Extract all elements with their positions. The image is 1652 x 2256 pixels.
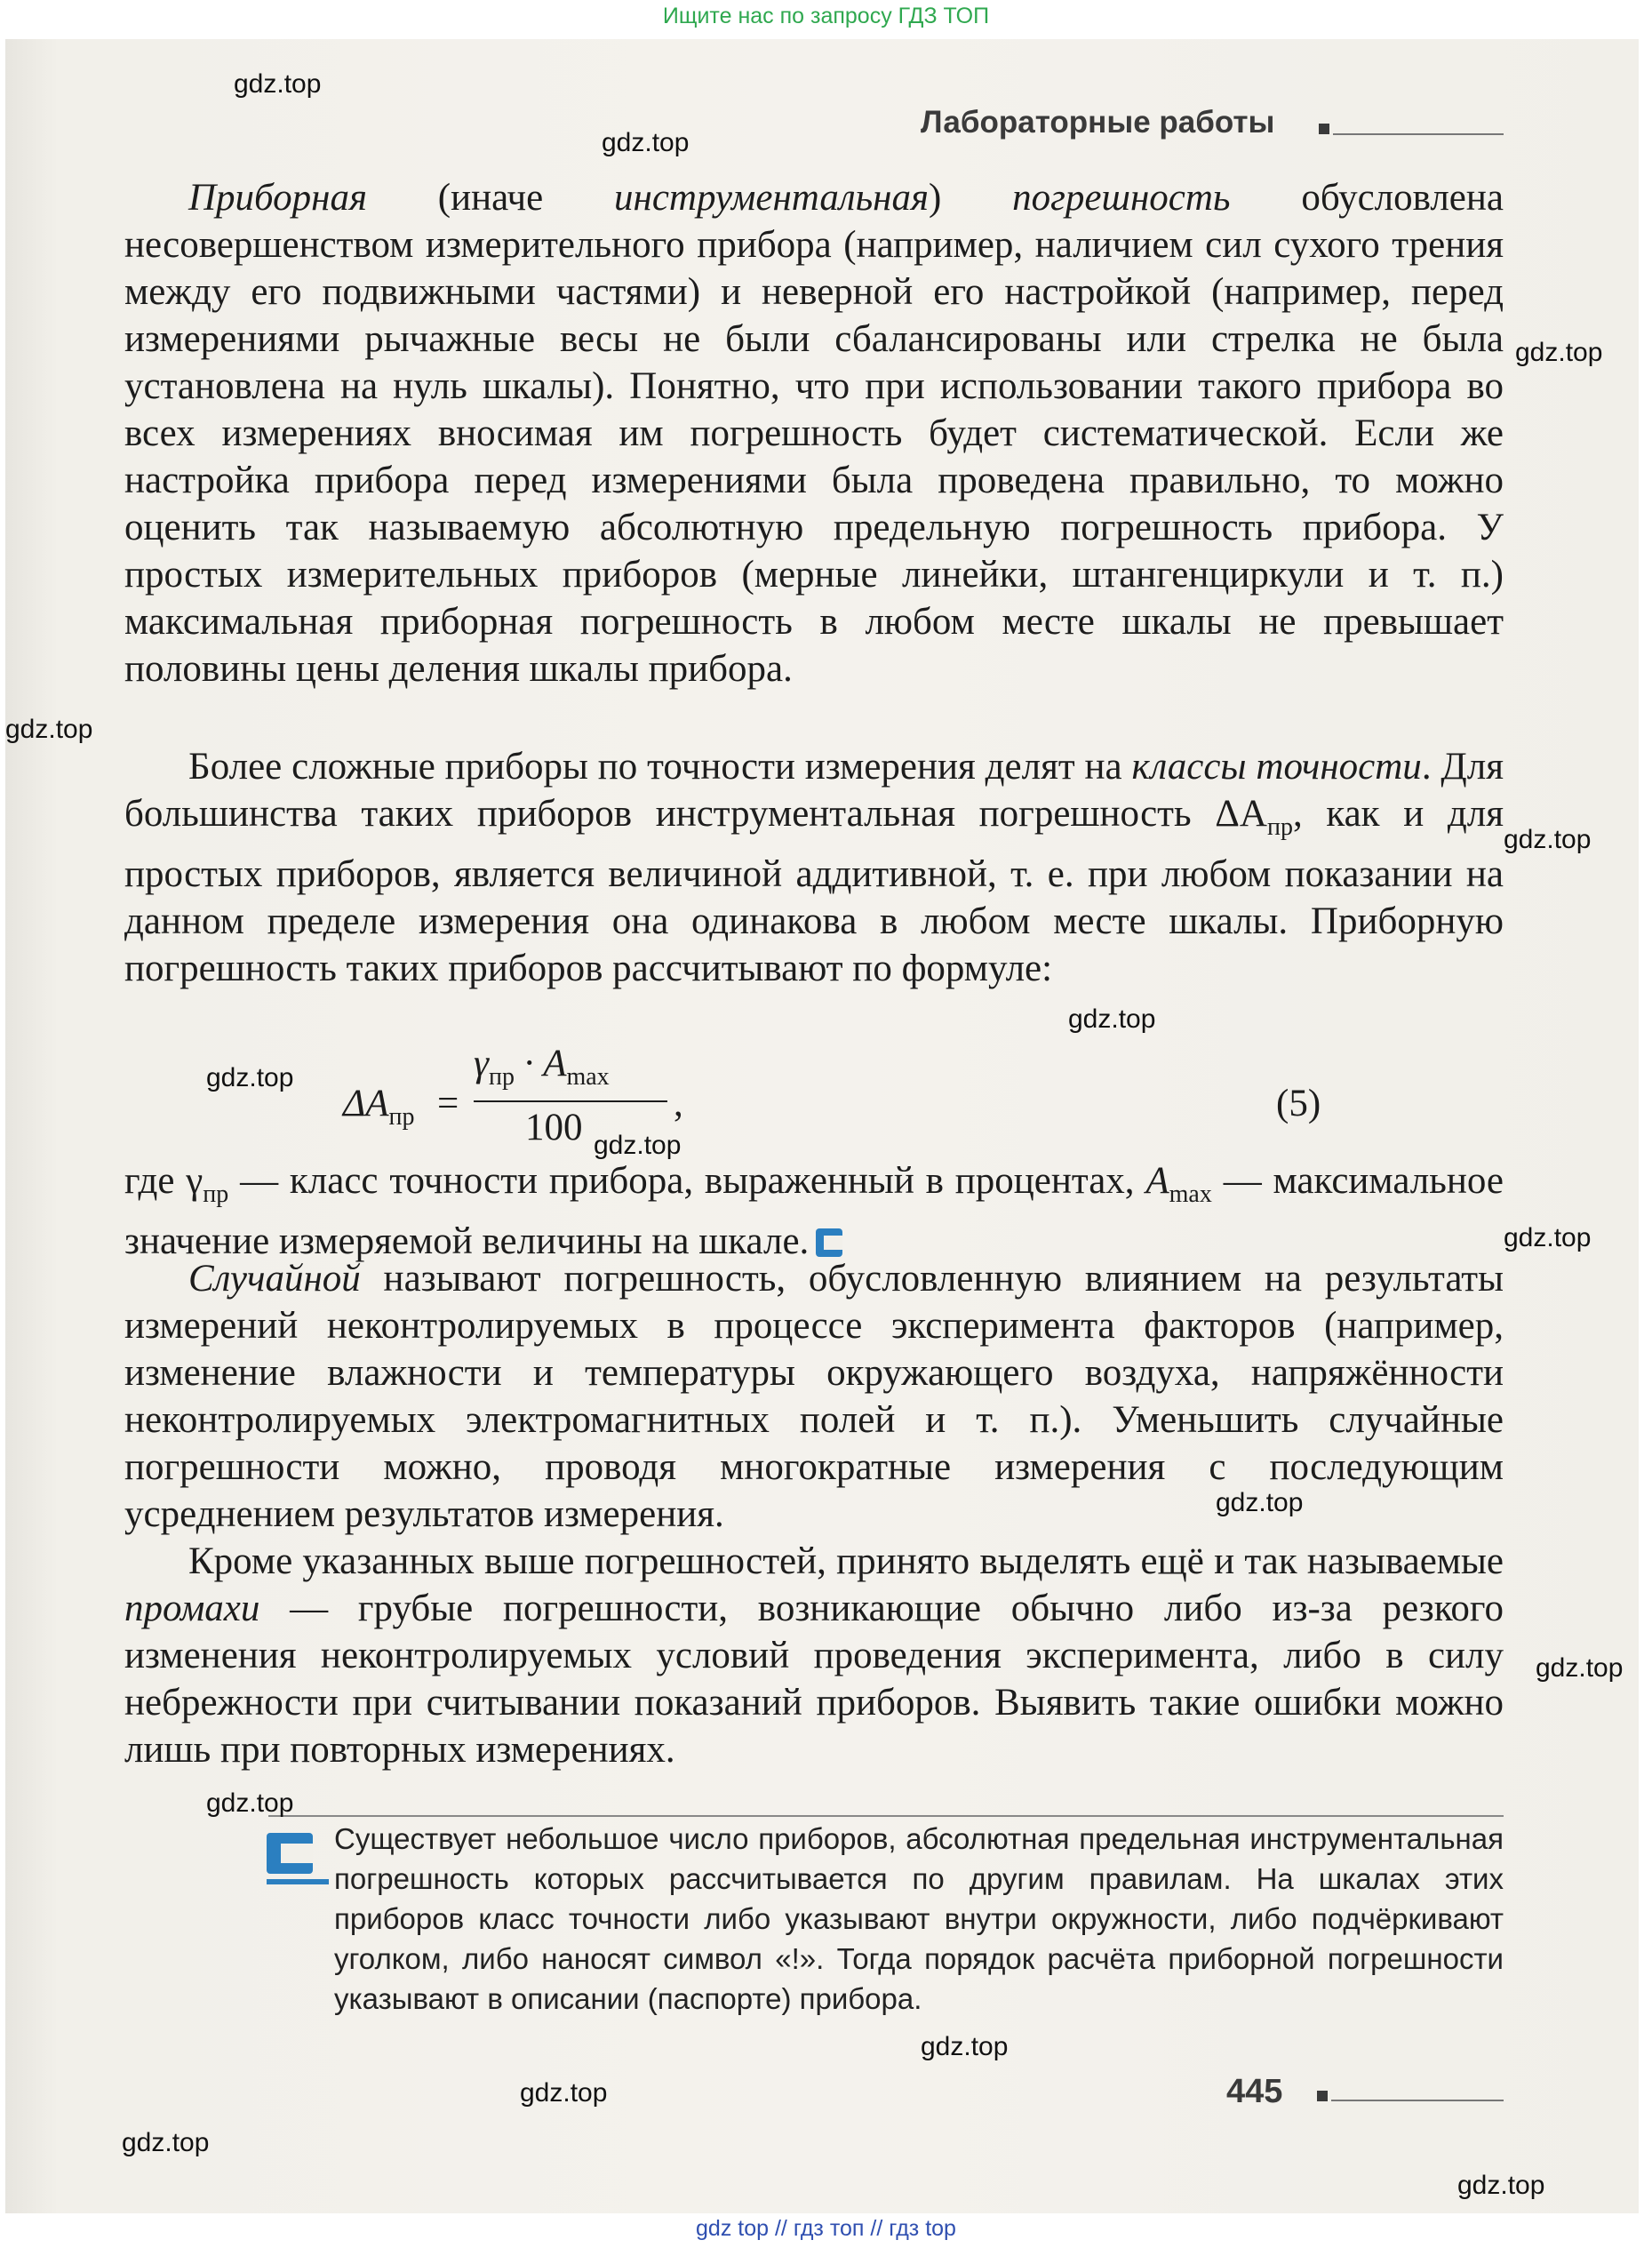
term: Приборная [188,177,367,219]
paragraph-instrumental-error: Приборная (иначе инструментальная) погрешность обусловлена несовершенством измерительного прибора (например, наличием сил сухого трения между его подвижными частями) и неверной его настройкой (например, перед измерениями рычажные весы не были сбалансированы или стрелка не была установлена на нуль шкалы). Понятно, что при использовании такого прибора во всех измерениях вносимая им погрешность будет систематической. Если же настройка прибора перед измерениями была проведена правильно, то можно оценить так называемую абсолютную предельную погрешность прибора. У простых измерительных приборов (мерные линейки, штангенциркули и т. п.) максимальная приборная погрешность в любом месте шкалы не превышает половины цены деления шкалы прибора. [124,177,1504,690]
footer-square-marker [1317,2091,1328,2101]
term: погрешность [1012,177,1231,219]
paragraph-blunders: Кроме указанных выше погрешностей, принято выделять ещё и так называемые промахи — грубые погрешности, возникающие обычно либо из-за резкого изменения неконтролируемых условий проведения эксперимента, либо в силу небрежности при считывании показаний приборов. Выявить такие ошибки можно лишь при повторных измерениях. [124,1540,1504,1771]
watermark: gdz.top [1216,1488,1304,1517]
fraction-bar [474,1100,667,1102]
footer-rule [1331,2100,1504,2101]
term: промахи [124,1588,260,1629]
watermark: gdz.top [1504,825,1592,854]
header-square-marker [1319,124,1329,134]
bottom-banner[interactable]: gdz top // гдз топ // гдз top [696,2216,956,2241]
watermark: gdz.top [1536,1653,1624,1683]
watermark: gdz.top [1515,338,1603,367]
side-note: Существует небольшое число приборов, абсолютная предельная инструментальная погрешность которых рассчитывается по другим правилам. На шкалах этих приборов класс точности либо указывают внутри окружности, либо подчёркивают уголком, либо наносят символ «!». Тогда порядок расчёта приборной погрешности указывают в описании (паспорте) прибора. [334,1822,1504,2015]
watermark: gdz.top [1457,2171,1545,2200]
formula-denominator: 100 [525,1107,583,1148]
watermark: gdz.top [1504,1223,1592,1252]
watermark: gdz.top [234,69,322,99]
note-reference-icon[interactable] [816,1228,842,1257]
note-icon [267,1833,313,1874]
watermark: gdz.top [594,1131,682,1160]
note-icon-underline [267,1879,329,1884]
paragraph-formula-legend: где $\gamma_{пр}$ — класс точности прибора, выраженный в процентах, $A_{max}$ — максимальное значение измеряемой величины на шкале. [124,1160,1504,1262]
header-rule [1333,133,1504,135]
term: классы точности [1131,746,1422,788]
watermark: gdz.top [122,2128,210,2157]
page-number: 445 [1226,2073,1283,2110]
watermark: gdz.top [921,2032,1009,2061]
formula-5: $\Delta A_{пр}$ = $\gamma_{пр} \cdot A_{max}$ 100 , (5) [343,1043,1321,1148]
term: инструментальная [614,177,929,219]
paragraph-accuracy-classes: Более сложные приборы по точности измерения делят на классы точности. Для большинства таких приборов инструментальная погрешность $\Delta A_{пр}$, как и для простых приборов, является величиной аддитивной, т. е. при любом показании на данном пределе измерения она одинакова в любом месте шкалы. Приборную погрешность таких приборов рассчитывают по формуле: [124,746,1504,989]
equation-number: (5) [1276,1083,1321,1124]
watermark: gdz.top [5,715,93,744]
watermark: gdz.top [520,2078,608,2108]
paragraph-random-error: Случайной называют погрешность, обусловленную влиянием на результаты измерений неконтролируемых в процессе эксперимента факторов (например, изменение влажности и температуры окружающего воздуха, напряжённости неконтролируемых электромагнитных полей и т. п.). Уменьшить случайные погрешности можно, проводя многократные измерения с последующим усреднением результатов измерения. [124,1258,1504,1535]
watermark: gdz.top [206,1063,294,1092]
term: Случайной [188,1258,361,1300]
formula-lhs: $\Delta A_{пр}$ [343,1083,415,1131]
formula-numerator: $\gamma_{пр} \cdot A_{max}$ [474,1043,610,1091]
watermark: gdz.top [1068,1004,1156,1034]
top-banner[interactable]: Ищите нас по запросу ГДЗ ТОП [662,4,990,28]
watermark: gdz.top [206,1788,294,1818]
watermark: gdz.top [602,128,690,157]
page-header: Лабораторные работы [921,105,1275,140]
formula-equals: = [437,1083,459,1124]
note-top-rule [268,1815,1504,1817]
